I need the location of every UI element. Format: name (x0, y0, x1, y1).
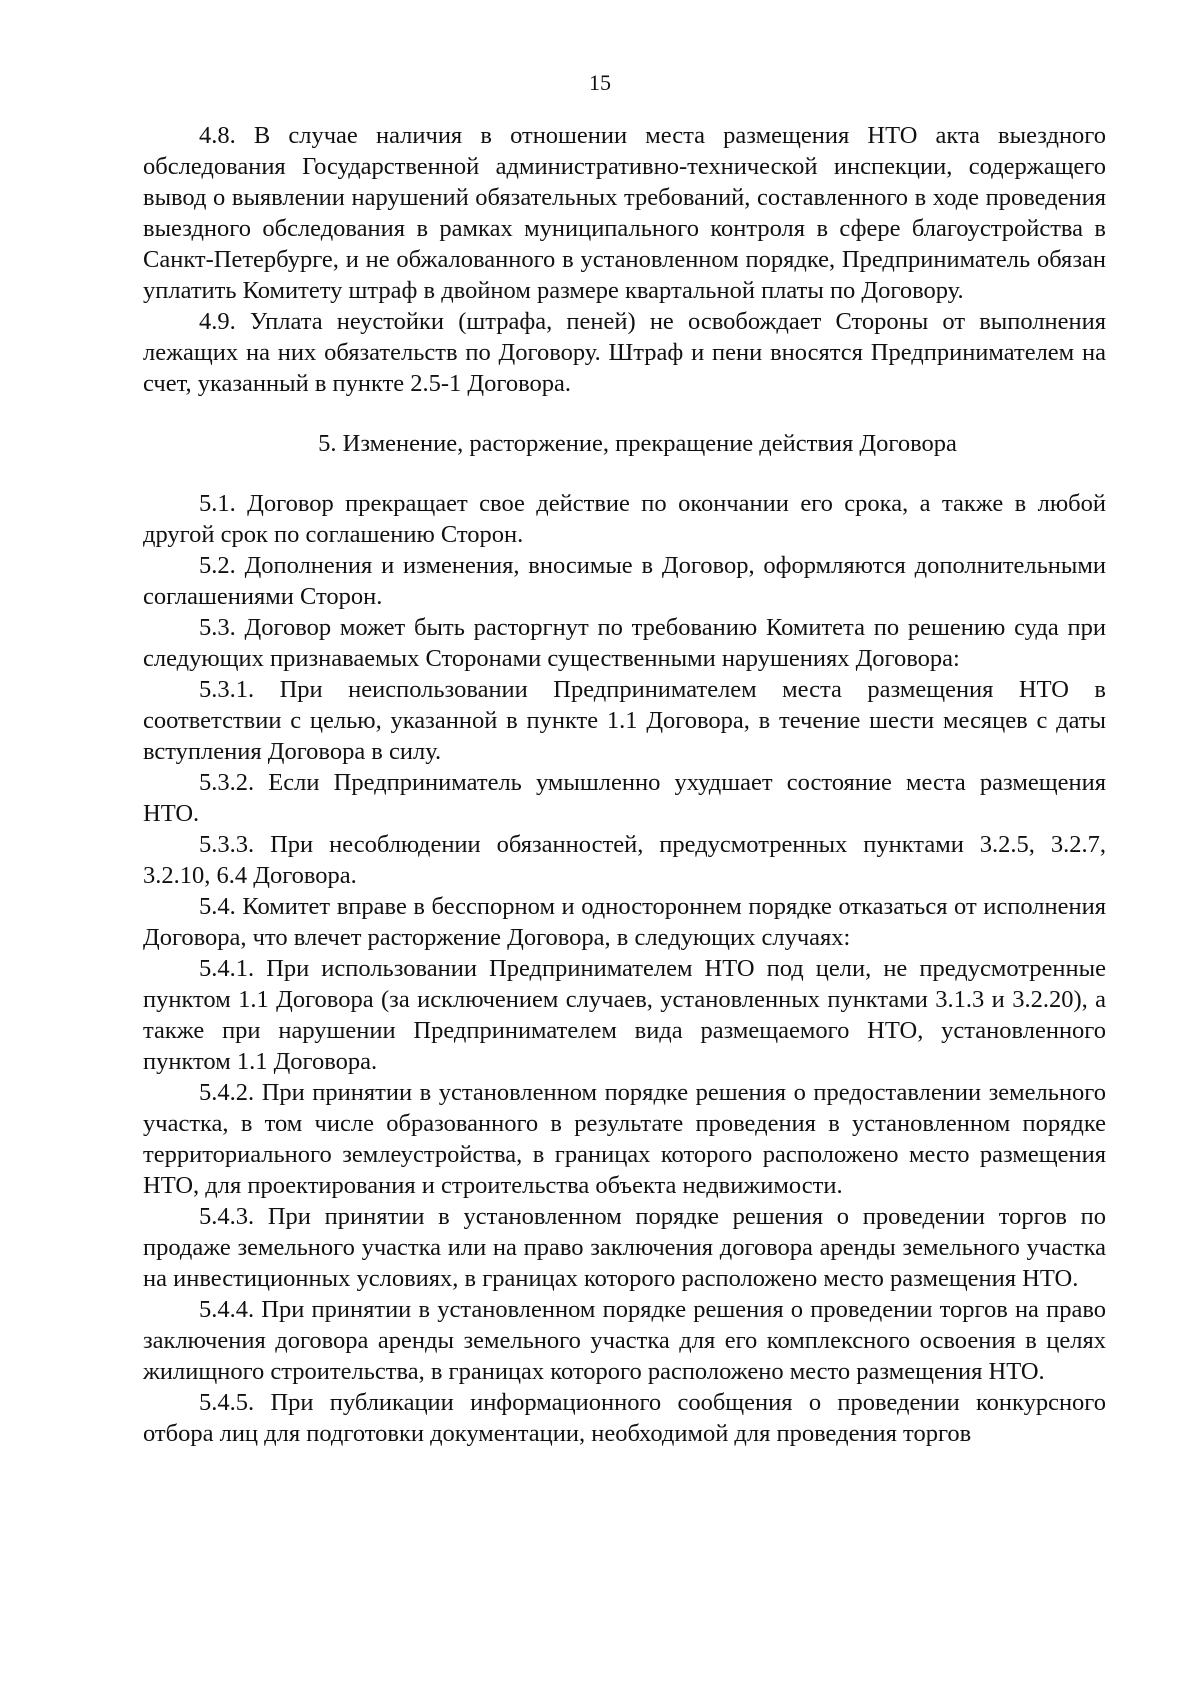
paragraph-5-4-4: 5.4.4. При принятии в установленном порядке решения о проведении торгов на право заключения договора аренды земельного участка для его комплексного освоения в целях жилищного строительства, в границах которого расположено место размещения НТО. (143, 1296, 1106, 1385)
section-heading: 5. Изменение, расторжение, прекращение действия Договора (318, 430, 957, 457)
paragraph-4-9: 4.9. Уплата неустойки (штрафа, пеней) не освобождает Стороны от выполнения лежащих на них обязательств по Договору. Штраф и пени вносятся Предпринимателем на счет, указанный в пункте 2.5-1 Договора. (143, 308, 1106, 397)
paragraph-5-3-3: 5.3.3. При несоблюдении обязанностей, предусмотренных пунктами 3.2.5, 3.2.7, 3.2.10, 6.4 Договора. (143, 831, 1106, 889)
paragraph-5-1: 5.1. Договор прекращает свое действие по окончании его срока, а также в любой другой срок по соглашению Сторон. (143, 490, 1106, 548)
paragraph-5-4-1: 5.4.1. При использовании Предпринимателем НТО под цели, не предусмотренные пунктом 1.1 Договора (за исключением случаев, установленных пунктами 3.1.3 и 3.2.20), а также при нарушении Предпринимателем вида размещаемого НТО, установленного пунктом 1.1 Договора. (143, 955, 1106, 1075)
paragraph-5-4-5: 5.4.5. При публикации информационного сообщения о проведении конкурсного отбора лиц для подготовки документации, необходимой для проведения торгов (143, 1389, 1106, 1447)
paragraph-4-8: 4.8. В случае наличия в отношении места размещения НТО акта выездного обследования Государственной административно-технической инспекции, содержащего вывод о выявлении нарушений обязательных требований, составленного в ходе проведения выездного обследования в рамках муниципального контроля в сфере благоустройства в Санкт-Петербурге, и не обжалованного в установленном порядке, Предприниматель обязан уплатить Комитету штраф в двойном размере квартальной платы по Договору. (143, 122, 1106, 304)
paragraph-5-4: 5.4. Комитет вправе в бесспорном и одностороннем порядке отказаться от исполнения Договора, что влечет расторжение Договора, в следующих случаях: (143, 893, 1106, 951)
page-number: 15 (589, 70, 611, 95)
paragraph-5-4-3: 5.4.3. При принятии в установленном порядке решения о проведении торгов по продаже земельного участка или на право заключения договора аренды земельного участка на инвестиционных условиях, в границах которого расположено место размещения НТО. (143, 1203, 1106, 1292)
document-body (143, 120, 1106, 1449)
paragraph-5-4-2: 5.4.2. При принятии в установленном порядке решения о предоставлении земельного участка, в том числе образованного в результате проведения в установленном порядке территориального землеустройства, в границах которого расположено место размещения НТО, для проектирования и строительства объекта недвижимости. (143, 1079, 1106, 1199)
paragraph-5-3: 5.3. Договор может быть расторгнут по требованию Комитета по решению суда при следующих признаваемых Сторонами существенными нарушениях Договора: (143, 614, 1106, 672)
paragraph-5-3-2: 5.3.2. Если Предприниматель умышленно ухудшает состояние места размещения НТО. (143, 769, 1106, 827)
paragraph-5-2: 5.2. Дополнения и изменения, вносимые в Договор, оформляются дополнительными соглашениями Сторон. (143, 552, 1106, 610)
paragraph-5-3-1: 5.3.1. При неиспользовании Предпринимателем места размещения НТО в соответствии с целью, указанной в пункте 1.1 Договора, в течение шести месяцев с даты вступления Договора в силу. (143, 676, 1106, 765)
